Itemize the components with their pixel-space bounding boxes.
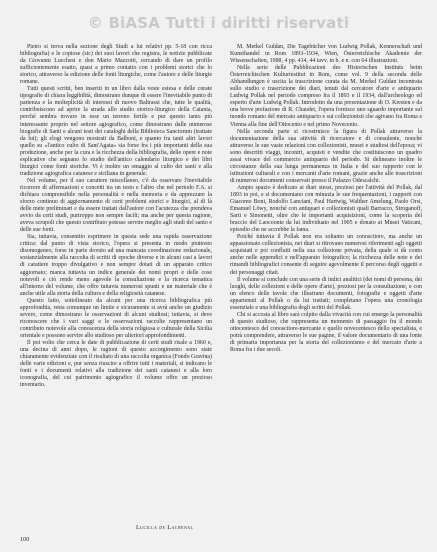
right-paragraph-3: Ampio spazio è dedicato ai diari stessi, preziosi per l'attività del Pollak, dal 1893 in poi, e si documentano con minuzia le sue frequentazioni, i rapporti con Giacomo Boni, Rodolfo Lanciani, Paul Hartwig, Walther Amelung, Paolo Orsi, Emanuel Löwy, nonché con antiquari e collezionisti quali Barracco, Stroganoff, Sarti e Simonetti, oltre che le importanti acquisizioni, come la scoperta del braccio del Laocoonte da lui individuato nel 1905 e donato ai Musei Vaticani, episodio che ne accrebbe la fama. <box>230 184 422 234</box>
page-number: 100 <box>20 536 30 543</box>
copyright-watermark: © BiASA Tutti i diritti riservati <box>87 14 350 32</box>
left-paragraph-1: Pietro si trova nella sezione degli Studi a lui relativi pp. 5-18 con ricca bibliografia) e le copiose (sic) dei suoi lavori che registra, le notizie pubblicate da Giovanni Lucchesi e don Mario Mazzotti, cercando di dare un profilo sufficientemente esatto, quasi a primo contatto con i problemi storici che lo storico, attraverso la edizione delle fonti liturgiche, come l'autore e delle liturgie romane. <box>20 44 212 86</box>
left-paragraph-5: Questo fatto, sottolineato da alcuni per una ricerca bibliografica più approfondita, resta comunque un limite e sicuramente si avrà anche un giudizio severo, come dimostrano le osservazioni di alcuni studiosi; tuttavia, si deve riconoscere che i vari saggi e le osservazioni raccolte rappresentano un contributo notevole alla conoscenza della storia religiosa e culturale della Sicilia orientale e possono servire allo studioso per ulteriori approfondimenti. <box>20 297 212 339</box>
right-paragraph-2: Nella seconda parte si ricostruisce la figura di Pollak attraverso la documentazione della sua attività di ricercatore e di consulente, nonché attraverso le sue vaste relazioni con collezionisti, musei e studiosi dell'epoca; vi sono descritti viaggi, incontri, acquisti e vendite che costituiscono un quadro assai vivace del commercio antiquario del periodo. Si delineano inoltre le circostanze della sua lunga permanenza in Italia e del suo rapporto con le istituzioni culturali e con i mercanti d'arte romani, grazie anche alle trascrizioni di numerosi documenti conservati presso il Palazzo Odescalchi. <box>230 128 422 184</box>
left-paragraph-4: Sia, tuttavia, consentito esprimere in questa sede una rapida osservazione critica: dal punto di vista storico, l'opera si presenta in modo piuttosto disomogeneo, forse in parte dovuto ad una mancata coordinazione redazionale, sostanzialmente alla raccolta di scritti di epoche diverse e in alcuni casi a lavori di carattere troppo divulgativo e non sempre dotati di un apparato critico aggiornato; manca tuttavia un indice generale dei nomi propri e delle cose notevoli e ciò rende meno agevole la consultazione e la ricerca tematica all'interno del volume, che offre tuttavia numerosi spunti e un materiale che è anche utile alla storia della cultura e della religiosità catanese. <box>20 234 212 297</box>
right-paragraph-4: Poiché tuttavia il Pollak non era soltanto un conoscitore, ma anche un appassionato collezionista, nei diari si ritrovano numerosi riferimenti agli oggetti acquistati e poi confluiti nella sua collezione privata, della quale si dà conto anche nelle appendici e nell'apparato fotografico; la ricchezza delle note e dei rimandi bibliografici consente di seguire agevolmente il percorso degli oggetti e dei personaggi citati. <box>230 234 422 276</box>
left-paragraph-3: Nel volume, per il suo carattere miscellaneo, c'è da osservare l'inevitabile ricorrere di affermazioni e concetti tra un testo e l'altro che nel periodo F.A. si dichiara comprensibile nella personalità e nella memoria e da apprezzare la sforzo continuo di aggiornamento di certi problemi storici e liturgici, al di là delle mete preliminari e da essere trattati dall'autore con l'acutezza che prendeva avvio da certi studi, purtroppo non sempre facili; ma anche per questa ragione, aveva scrupoli che questo contributo potesse servire meglio agli studi del santo e delle sue fonti. <box>20 177 212 234</box>
right-paragraph-5: Il volume si conclude con una serie di indici analitici (dei nomi di persona, dei luoghi, delle collezioni e delle opere d'arte), preziosi per la consultazione, e con un elenco delle tavole che illustrano documenti, fotografie e oggetti d'arte appartenuti al Pollak o da lui trattati; completano l'opera una cronologia essenziale e una bibliografia degli scritti del Pollak. <box>230 276 423 311</box>
right-paragraph-1: Nella serie delle Pubblicazioni des Historischen Instituts beim Österreichischen Kulturinstitut in Rom, come vol. 9 della seconda delle Abhandlungen è uscita la trascrizione curata da M. Merkel Guldan incentrata sullo studio e trascrizione dei diari, tenuti dal cercatore d'arte e antiquario Ludwig Pollak nel periodo compreso fra il 1893 e il 1934, dall'archeologo ed esperto d'arte Ludwig Pollak. Introdotto da una presentazione di O. Kresten e da una breve prefazione di R. Chaudet, l'opera fornisce uno sguardo importante sul mondo romano del mercato antiquario e sui collezionisti che agivano fra Roma e Vienna alla fine dell'Ottocento e nel primo Novecento. <box>230 65 422 128</box>
left-paragraph-2: Tutti questi scritti, ben inseriti in un libro dalla veste estesa e delle curate tipografie di chiara leggibilità, dimostrano dunque di essere l'inevitabile punto di partenza e la molteplicità di interessi di nuovo Baltrassi che, tutte le qualità, contribuiscono ad aprire la strada allo studio storico-liturgico della Catania, perché sembra trovare in esse un terreno fertile e pur questo tanto più interessante proprio nel settore agiografico, come dimostrano dalle numerose biografie di Santi e alcuni testi dei cataloghi della Biblioteca Sanctorum (trattate da lui); gli elogi vengono mostrati da Balboni, e quanto fra tanti altri lavori quello su «l'antico culto di Sant'Agata» sia forse fra i più importanti della sua produzione, anche per la cura e la ricchezza della bibliografia, delle opere e note esplicative che segnano lo studio dell'antico calendario liturgico e dei libri liturgici come fonti storiche. Vi è inoltre un omaggio al culto dei santi e alla tradizione agiografica catanese e siciliana in generale. <box>20 86 212 177</box>
right-text-column <box>230 44 422 354</box>
left-paragraph-6: Il poi volto che cerca le date di pubblicazione di certi studi risale a 1960 e, una decina di anni dopo, le ragioni di questo accorgimento sono state chiaramente evidenziate con il risultato di una raccolta organica (Fondo Gravina) delle varie edizioni e, pur senza riuscire a offrire tutti i materiali, si indicano le fonti e i documenti relativi alla tradizione dei santi catanesi e alla loro iconografia, del cui patrimonio agiografico il volume offre un prezioso inventario. <box>20 339 212 389</box>
right-paragraph-6: Chi si accosta al libro sarà colpito dalla vivacità con cui emerge la personalità di questo studioso, che rappresenta un momento di passaggio fra il mondo ottocentesco del conoscitore-mercante e quello novecentesco dello specialista, e potrà comprendere, attraverso le sue pagine, il valore documentario di una fonte di primaria importanza per la storia del collezionismo e del mercato d'arte a Roma fra i due secoli. <box>230 311 422 354</box>
author-signature: Lucilla de Lachenal <box>136 524 194 531</box>
left-text-column <box>20 44 212 389</box>
review-heading: M. Merkel Guldan, Die Tagebücher von Ludwig Pollak, Kennerschaft und Kunsthandel in Rom 1893–1934, Wien, Österreichische Akademie der Wissenschaften, 1988, 4 pp. 414, 44 tavv. in b. e n. con 64 illustrazioni. <box>230 44 422 65</box>
